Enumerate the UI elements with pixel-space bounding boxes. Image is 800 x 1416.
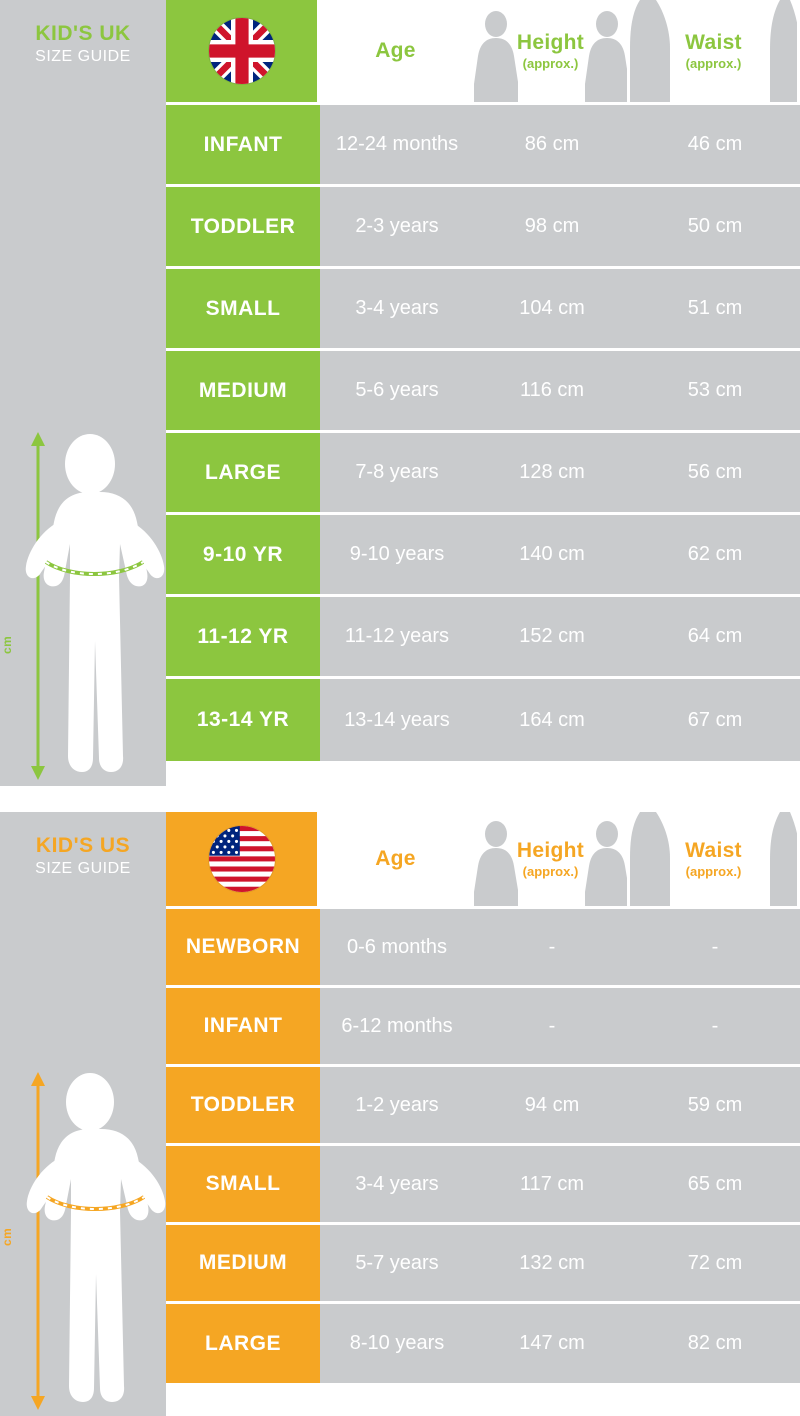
us-row-0-waist: - <box>630 909 800 988</box>
us-row-5-waist: 82 cm <box>630 1304 800 1383</box>
uk-row-1-size: TODDLER <box>166 187 320 269</box>
uk-row-7-size: 13-14 YR <box>166 679 320 761</box>
uk-flag-icon <box>209 18 275 84</box>
table-row <box>166 1304 800 1383</box>
us-height-header <box>474 812 630 909</box>
uk-axis-label: cm <box>0 635 14 654</box>
uk-age-header <box>320 0 474 105</box>
uk-age-header-label: Age <box>375 39 416 62</box>
uk-row-2-waist: 51 cm <box>630 269 800 351</box>
us-child-silhouette <box>0 1066 166 1416</box>
panel-divider <box>0 786 800 812</box>
uk-row-0-size: INFANT <box>166 105 320 187</box>
uk-row-2-height: 104 cm <box>474 269 630 351</box>
us-brand-block <box>0 812 166 880</box>
us-axis-label: cm <box>0 1227 14 1246</box>
table-row <box>166 1067 800 1146</box>
uk-row-5-height: 140 cm <box>474 515 630 597</box>
us-waist-header <box>630 812 800 909</box>
uk-row-1-height: 98 cm <box>474 187 630 269</box>
us-row-5-size: LARGE <box>166 1304 320 1383</box>
uk-row-3-size: MEDIUM <box>166 351 320 433</box>
us-height-header-label: Height <box>516 839 585 862</box>
uk-brand-title: KID'S UK <box>35 22 131 45</box>
us-flag-icon <box>209 826 275 892</box>
table-row <box>166 679 800 761</box>
us-size-table <box>166 812 800 1383</box>
us-row-1-height: - <box>474 988 630 1067</box>
us-row-4-size: MEDIUM <box>166 1225 320 1304</box>
us-size-guide-panel <box>0 812 800 1416</box>
us-row-3-size: SMALL <box>166 1146 320 1225</box>
uk-row-6-size: 11-12 YR <box>166 597 320 679</box>
uk-header-row <box>166 0 800 105</box>
us-row-5-age: 8-10 years <box>320 1304 474 1383</box>
us-row-2-height: 94 cm <box>474 1067 630 1146</box>
uk-row-4-height: 128 cm <box>474 433 630 515</box>
us-row-1-age: 6-12 months <box>320 988 474 1067</box>
us-row-4-age: 5-7 years <box>320 1225 474 1304</box>
us-row-0-size: NEWBORN <box>166 909 320 988</box>
us-row-3-height: 117 cm <box>474 1146 630 1225</box>
uk-waist-header-label: Waist <box>685 31 742 54</box>
uk-row-3-waist: 53 cm <box>630 351 800 433</box>
us-waist-header-sublabel: (approx.) <box>685 864 742 879</box>
uk-waist-header <box>630 0 800 105</box>
uk-row-5-size: 9-10 YR <box>166 515 320 597</box>
uk-brand-subtitle: SIZE GUIDE <box>35 48 131 65</box>
us-waist-header-label: Waist <box>685 839 742 862</box>
table-row <box>166 515 800 597</box>
uk-height-header-label: Height <box>516 31 585 54</box>
us-row-5-height: 147 cm <box>474 1304 630 1383</box>
us-age-header-label: Age <box>375 847 416 870</box>
us-row-4-height: 132 cm <box>474 1225 630 1304</box>
us-row-1-waist: - <box>630 988 800 1067</box>
uk-row-3-height: 116 cm <box>474 351 630 433</box>
uk-row-7-age: 13-14 years <box>320 679 474 761</box>
us-header-row <box>166 812 800 909</box>
table-row <box>166 351 800 433</box>
uk-flag-cell <box>166 0 320 105</box>
us-row-0-height: - <box>474 909 630 988</box>
uk-waist-header-sublabel: (approx.) <box>685 56 742 71</box>
uk-row-1-waist: 50 cm <box>630 187 800 269</box>
us-height-header-sublabel: (approx.) <box>522 864 579 879</box>
us-row-4-waist: 72 cm <box>630 1225 800 1304</box>
table-row <box>166 1225 800 1304</box>
uk-row-4-age: 7-8 years <box>320 433 474 515</box>
uk-row-6-height: 152 cm <box>474 597 630 679</box>
uk-height-header-sublabel: (approx.) <box>522 56 579 71</box>
uk-row-4-size: LARGE <box>166 433 320 515</box>
uk-row-4-waist: 56 cm <box>630 433 800 515</box>
uk-row-2-size: SMALL <box>166 269 320 351</box>
uk-row-7-height: 164 cm <box>474 679 630 761</box>
us-row-2-age: 1-2 years <box>320 1067 474 1146</box>
table-row <box>166 269 800 351</box>
us-age-header <box>320 812 474 909</box>
us-row-0-age: 0-6 months <box>320 909 474 988</box>
table-row <box>166 909 800 988</box>
table-row <box>166 1146 800 1225</box>
us-row-2-waist: 59 cm <box>630 1067 800 1146</box>
uk-child-silhouette <box>0 426 166 786</box>
us-row-3-waist: 65 cm <box>630 1146 800 1225</box>
us-left-column <box>0 812 166 1416</box>
uk-row-1-age: 2-3 years <box>320 187 474 269</box>
us-row-3-age: 3-4 years <box>320 1146 474 1225</box>
table-row <box>166 988 800 1067</box>
us-brand-title: KID'S US <box>35 834 131 857</box>
table-row <box>166 597 800 679</box>
us-brand-subtitle: SIZE GUIDE <box>35 860 131 877</box>
table-row <box>166 187 800 269</box>
uk-row-3-age: 5-6 years <box>320 351 474 433</box>
us-flag-cell <box>166 812 320 909</box>
uk-size-table <box>166 0 800 761</box>
uk-row-6-age: 11-12 years <box>320 597 474 679</box>
uk-row-0-age: 12-24 months <box>320 105 474 187</box>
uk-height-header <box>474 0 630 105</box>
table-row <box>166 105 800 187</box>
us-row-1-size: INFANT <box>166 988 320 1067</box>
uk-row-7-waist: 67 cm <box>630 679 800 761</box>
uk-row-6-waist: 64 cm <box>630 597 800 679</box>
table-row <box>166 433 800 515</box>
uk-brand-block <box>0 0 166 68</box>
uk-left-column <box>0 0 166 786</box>
uk-row-5-age: 9-10 years <box>320 515 474 597</box>
us-row-2-size: TODDLER <box>166 1067 320 1146</box>
uk-row-2-age: 3-4 years <box>320 269 474 351</box>
uk-row-0-height: 86 cm <box>474 105 630 187</box>
uk-row-0-waist: 46 cm <box>630 105 800 187</box>
uk-row-5-waist: 62 cm <box>630 515 800 597</box>
